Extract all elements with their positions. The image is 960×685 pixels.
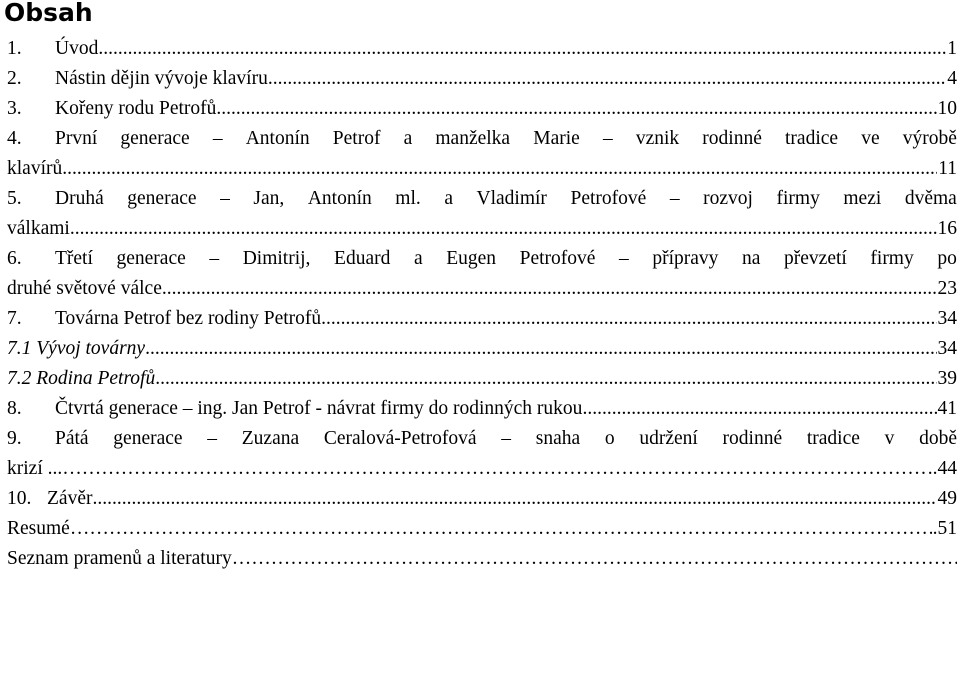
dot-leader (232, 544, 957, 574)
dot-leader (62, 154, 937, 184)
toc-page-number: 10 (937, 98, 957, 119)
toc-page-number: 34 (937, 308, 957, 329)
dot-leader (62, 454, 927, 484)
toc-entry-number: 2. (7, 68, 22, 89)
toc-entry-title: 7.2 Rodina Petrofů (7, 368, 156, 389)
toc-page-number: .51 (932, 518, 957, 539)
toc-entry-title: Resumé (7, 518, 70, 539)
toc-entry-number: 7. (7, 308, 22, 329)
toc-heading: Obsah (4, 0, 93, 27)
toc-entry-title: Čtvrtá generace – ing. Jan Petrof - návrat firmy do rodinných rukou (55, 398, 583, 419)
toc-entry-9[interactable] (7, 424, 957, 484)
toc-entry-title: Továrna Petrof bez rodiny Petrofů (55, 308, 322, 329)
toc-entry-5[interactable] (7, 184, 957, 244)
toc-entry-title-line2: druhé světové válce (7, 278, 162, 299)
toc-entry-title: Závěr (47, 488, 93, 509)
dot-leader (216, 94, 936, 124)
dot-leader (70, 214, 937, 244)
toc-page-number: 16 (937, 218, 957, 239)
toc-entry-sources[interactable] (7, 544, 957, 574)
toc-page-number: 11 (938, 158, 957, 179)
toc-entry-4[interactable] (7, 124, 957, 184)
toc-page-number: 49 (937, 488, 957, 509)
toc-entry-7[interactable] (7, 304, 957, 334)
toc-entry-number: 8. (7, 398, 22, 419)
dot-leader (145, 334, 936, 364)
toc-entry-title-line1: Druhá generace – Jan, Antonín ml. a Vladimír Petrofové – rozvoj firmy mezi dvěma (55, 188, 957, 209)
toc-entry-number: 4. (7, 128, 22, 149)
toc-entry-title-line2: válkami (7, 218, 70, 239)
toc-page-number: 1 (947, 38, 957, 59)
toc-entry-title-line2: klavírů (7, 158, 63, 179)
toc-entry-title: Úvod (55, 38, 99, 59)
toc-entry-7-2[interactable] (7, 364, 957, 394)
toc-entry-1[interactable] (7, 34, 957, 64)
toc-entry-title: Seznam pramenů a literatury (7, 548, 232, 569)
toc-page-number: 34 (937, 338, 957, 359)
dot-leader (98, 34, 946, 64)
dot-leader (321, 304, 936, 334)
dot-leader (70, 514, 932, 544)
toc-entry-title-line1: Pátá generace – Zuzana Ceralová-Petrofová – snaha o udržení rodinné tradice v době (55, 428, 957, 449)
toc-entry-2[interactable] (7, 64, 957, 94)
toc-entry-7-1[interactable] (7, 334, 957, 364)
toc-entry-number: 3. (7, 98, 22, 119)
toc-page-number: 41 (937, 398, 957, 419)
toc-entry-6[interactable] (7, 244, 957, 304)
toc-page-number: 4 (947, 68, 957, 89)
toc-entry-number: 5. (7, 188, 22, 209)
dot-leader (162, 274, 937, 304)
toc-entry-title-line1: Třetí generace – Dimitrij, Eduard a Eugen Petrofové – přípravy na převzetí firmy po (55, 248, 957, 269)
toc-page-number: 23 (937, 278, 957, 299)
toc-entry-number: 9. (7, 428, 22, 449)
toc-entry-title: Kořeny rodu Petrofů (55, 98, 217, 119)
toc-entry-8[interactable] (7, 394, 957, 424)
toc-entry-10[interactable] (7, 484, 957, 514)
toc-page-number: ..44 (927, 458, 957, 479)
dot-leader (268, 64, 946, 94)
toc-entry-number: 1. (7, 38, 22, 59)
toc-entry-title-line1: První generace – Antonín Petrof a manželka Marie – vznik rodinné tradice ve výrobě (55, 128, 957, 149)
toc-entry-number: 10. (7, 488, 32, 509)
table-of-contents (7, 34, 957, 574)
toc-entry-resume[interactable] (7, 514, 957, 544)
toc-entry-title: Nástin dějin vývoje klavíru (55, 68, 268, 89)
toc-entry-title-line2: krizí ... (7, 458, 63, 479)
dot-leader (155, 364, 936, 394)
toc-entry-3[interactable] (7, 94, 957, 124)
toc-entry-number: 6. (7, 248, 22, 269)
toc-page-number: 39 (937, 368, 957, 389)
dot-leader (92, 484, 936, 514)
dot-leader (582, 394, 936, 424)
toc-entry-title: 7.1 Vývoj továrny (7, 338, 146, 359)
